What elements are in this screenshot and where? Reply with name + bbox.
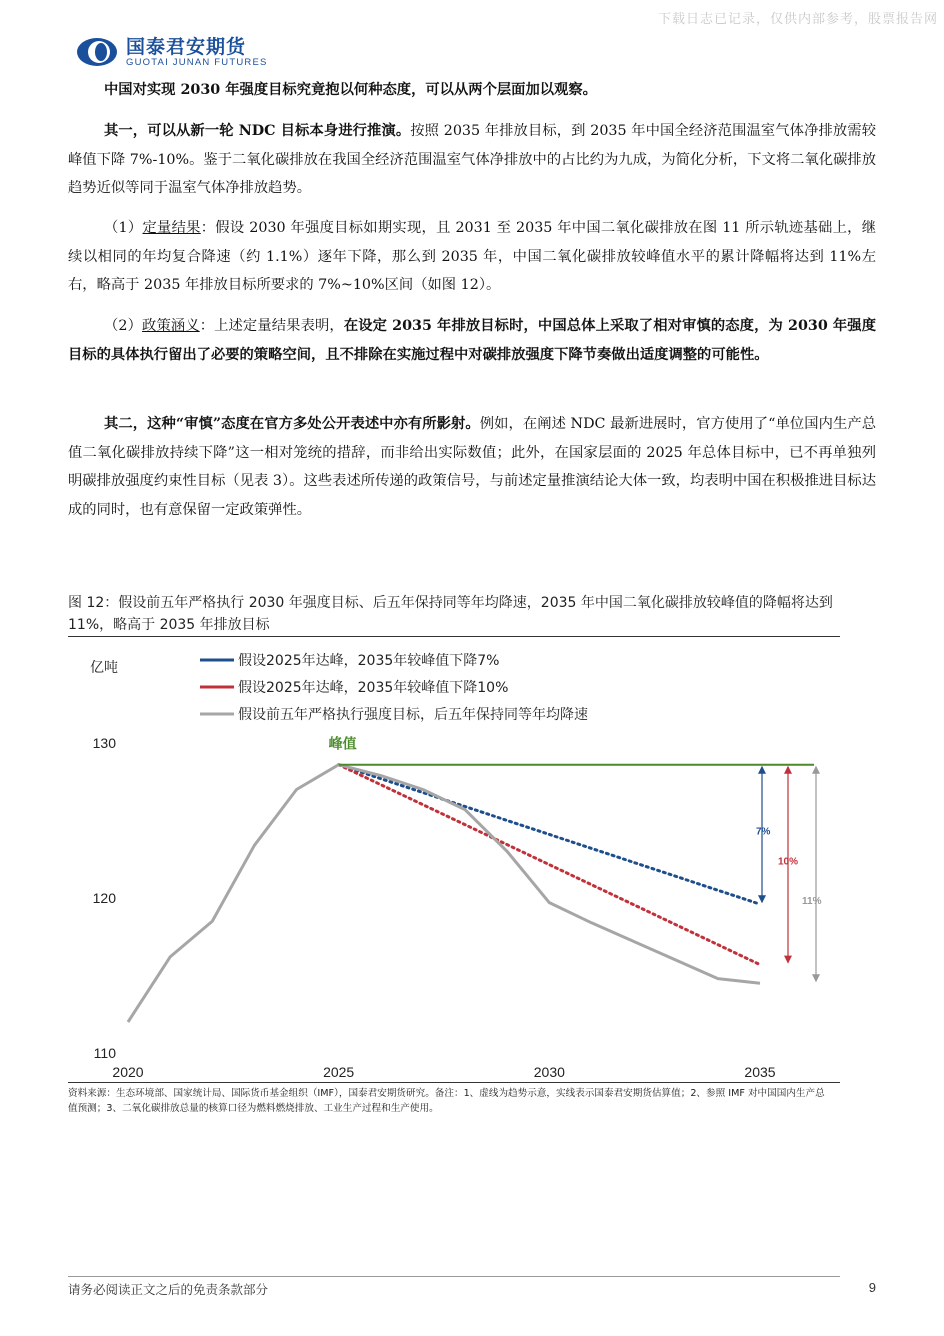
footer-divider <box>68 1276 840 1277</box>
series-line-1 <box>339 765 760 905</box>
paragraph-one <box>68 117 876 203</box>
annotation-arrowhead-top-3 <box>812 766 820 774</box>
policy-implication-paragraph <box>68 312 876 369</box>
paragraph-two <box>68 410 876 524</box>
annotation-arrowhead-top-1 <box>758 766 766 774</box>
policy-implication-bold: 在设定 2035 年排放目标时，中国总体上采取了相对审慎的态度，为 2030 年强度目标的具体执行留出了必要的策略空间，且不排除在实施过程中对碳排放强度下降节奏做出适度调整的可能性。 <box>68 318 877 363</box>
series-line-2 <box>339 765 760 965</box>
policy-implication-text: ：上述定量结果表明， <box>199 318 344 334</box>
annotation-arrowhead-top-2 <box>784 766 792 774</box>
footer-disclaimer: 请务必阅读正文之后的免责条款部分 <box>68 1282 269 1297</box>
policy-implication-label: 政策涵义 <box>142 318 200 334</box>
legend-label-2: 假设2025年达峰，2035年较峰值下降10% <box>238 680 509 696</box>
page-number: 9 <box>868 1280 876 1295</box>
peak-label: 峰值 <box>328 736 357 753</box>
x-tick-2020: 2020 <box>112 1064 144 1080</box>
download-notice: 下载日志已记录，仅供内部参考，股票报告网 <box>657 12 938 27</box>
company-logo <box>76 36 268 68</box>
item-prefix-2: （2） <box>104 318 143 334</box>
logo-english: GUOTAI JUNAN FUTURES <box>126 56 268 68</box>
source-divider <box>68 1082 840 1083</box>
paragraph-one-lead: 其一，可以从新一轮 NDC 目标本身进行推演。 <box>104 123 411 139</box>
logo-icon <box>76 36 118 68</box>
y-axis-unit: 亿吨 <box>90 660 118 676</box>
item-prefix-1: （1） <box>104 220 143 236</box>
quantitative-result-text: ：假设 2030 年强度目标如期实现，且 2031 至 2035 年中国二氧化碳排放在图 11 所示轨迹基础上，继续以相同的年均复合降速（约 1.1%）逐年下降，那么到 2035 年，中国二氧化碳排放较峰值水平的累计降幅将达到 11%左右，略高于 2035 年排放目标所要求的 7%~10%区间（如图 12）。 <box>68 220 876 293</box>
annotation-label-1: 7% <box>756 826 771 838</box>
x-tick-2025: 2025 <box>323 1064 355 1080</box>
x-tick-2030: 2030 <box>533 1064 565 1080</box>
paragraph-two-lead: 其二，这种“审慎”态度在官方多处公开表述中亦有所影射。 <box>104 416 480 432</box>
series-line-3 <box>128 765 760 1022</box>
y-tick-110: 110 <box>93 1045 116 1061</box>
logo-chinese: 国泰君安期货 <box>126 35 247 58</box>
legend-label-3: 假设前五年严格执行强度目标，后五年保持同等年均降速 <box>238 707 588 723</box>
paragraph-two-text: 例如，在阐述 NDC 最新进展时，官方使用了“单位国内生产总值二氧化碳排放持续下降”这一相对笼统的措辞，而非给出实际数值；此外，在国家层面的 2025 年总体目标中，已不再单独列明碳排放强度约束性目标（见表 3）。这些表述所传递的政策信号，与前述定量推演结论大体一致，均表明中国在积极推进目标达成的同时，也有意保留一定政策弹性。 <box>68 416 876 518</box>
legend-label-1: 假设2025年达峰，2035年较峰值下降7% <box>238 653 500 669</box>
figure-source-note: 资料来源：生态环境部、国家统计局、国际货币基金组织（IMF），国泰君安期货研究。备注：1、虚线为趋势示意，实线表示国泰君安期货估算值；2、参照 IMF 对中国国内生产总值预测；3、二氧化碳排放总量的核算口径为燃料燃烧排放、工业生产过程和生产使用。 <box>68 1088 825 1114</box>
annotation-label-3: 11% <box>802 895 822 907</box>
annotation-arrowhead-bottom-2 <box>784 956 792 964</box>
y-tick-130: 130 <box>92 735 116 751</box>
y-tick-120: 120 <box>92 890 116 906</box>
chart-legend <box>200 652 588 723</box>
figure-divider <box>68 636 840 637</box>
quantitative-result-label: 定量结果 <box>142 220 201 236</box>
annotation-label-2: 10% <box>778 856 799 868</box>
quantitative-result-paragraph <box>68 214 876 300</box>
emissions-chart <box>68 640 840 1080</box>
annotation-arrowhead-bottom-1 <box>758 895 766 903</box>
figure-title: 图 12：假设前五年严格执行 2030 年强度目标、后五年保持同等年均降速，2035 年中国二氧化碳排放较峰值的降幅将达到 11%，略高于 2035 年排放目标 <box>68 595 833 633</box>
annotation-arrowhead-bottom-3 <box>812 974 820 982</box>
paragraph-one-text: 按照 2035 年排放目标，到 2035 年中国全经济范围温室气体净排放需较峰值下降 7%-10%。鉴于二氧化碳排放在我国全经济范围温室气体净排放中的占比约为九成，为简化分析，下文将二氧化碳排放趋势近似等同于温室气体净排放趋势。 <box>68 123 876 196</box>
x-tick-2035: 2035 <box>744 1064 776 1080</box>
intro-paragraph: 中国对实现 2030 年强度目标究竟抱以何种态度，可以从两个层面加以观察。 <box>104 82 597 98</box>
